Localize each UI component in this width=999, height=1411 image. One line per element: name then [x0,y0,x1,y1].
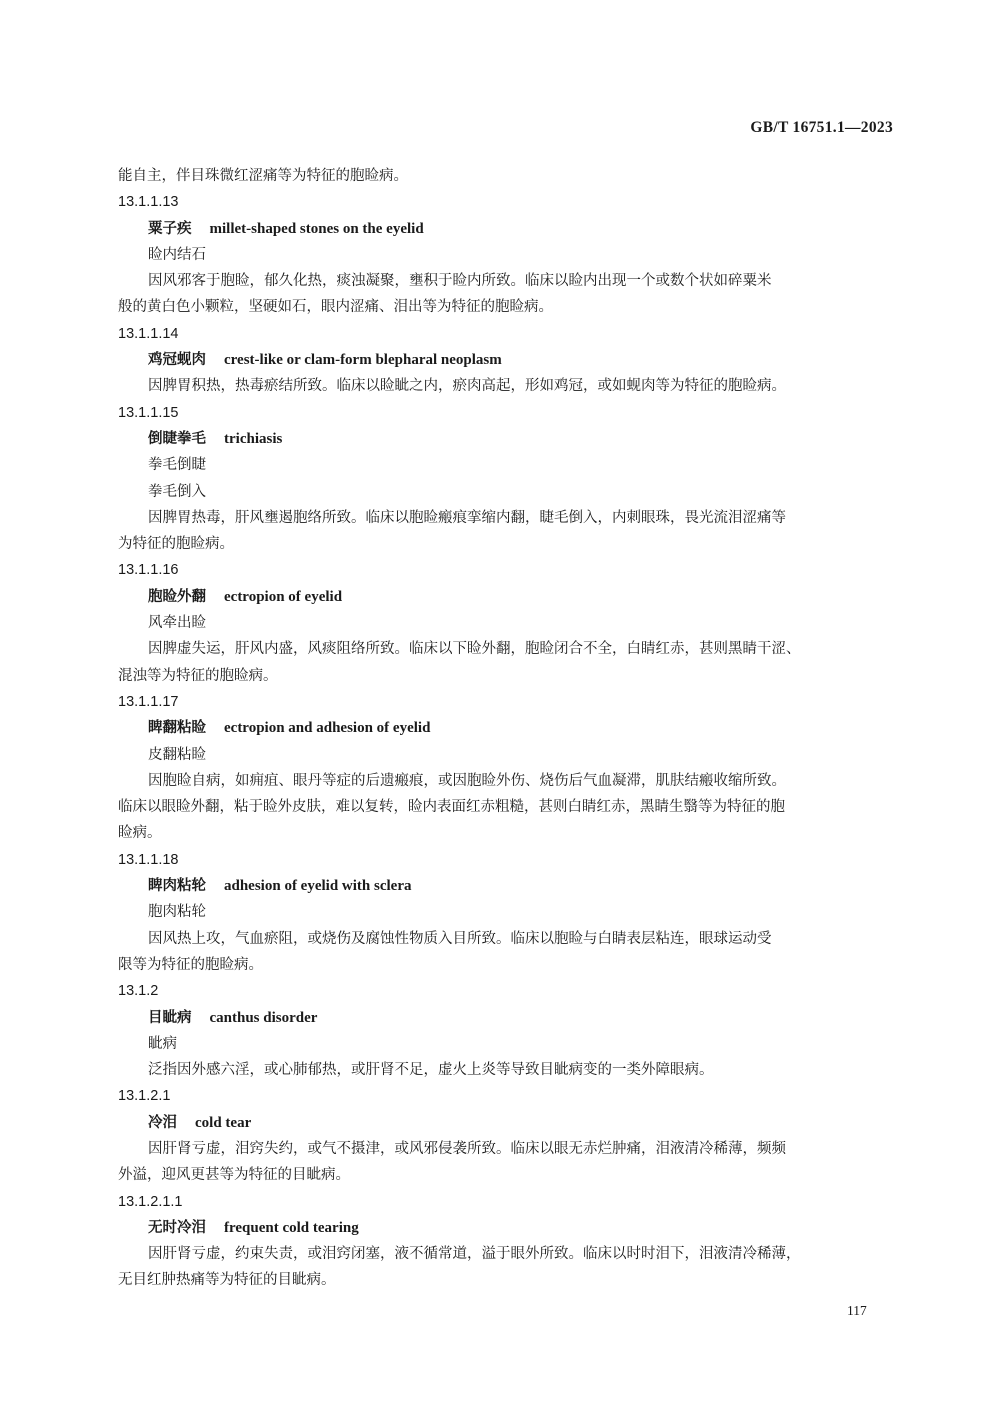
term-heading [118,426,890,452]
term-heading [118,216,890,242]
synonym: 胞肉粘轮 [148,904,206,921]
term-heading [118,1110,890,1136]
term-english: ectropion of eyelid [224,588,343,605]
term-heading [118,1215,890,1241]
definition-text: 因脾胃积热，热毒瘀结所致。临床以睑眦之内，瘀肉高起，形如鸡冠，或如蚬肉等为特征的胞睑病。 [148,378,786,395]
term-english: adhesion of eyelid with sclera [224,878,412,895]
term-english: frequent cold tearing [224,1219,359,1236]
definition-text: 临床以眼睑外翻，粘于睑外皮肤，难以复转，睑内表面红赤粗糙，甚则白睛红赤，黑睛生翳等为特征的胞 [118,799,785,816]
definition-text: 因脾虚失运，肝风内盛，风痰阻络所致。临床以下睑外翻，胞睑闭合不全，白睛红赤，甚则黑睛干涩、 [148,641,801,658]
definition-text: 因风邪客于胞睑，郁久化热，痰浊凝聚，壅积于睑内所致。临床以睑内出现一个或数个状如碎粟米 [148,273,772,290]
definition-text: 因风热上攻，气血瘀阻，或烧伤及腐蚀性物质入目所致。临床以胞睑与白睛表层粘连，眼球运动受 [148,930,772,947]
section-number: 13.1.1.18 [118,851,179,868]
definition-text: 泛指因外感六淫，或心肺郁热，或肝肾不足，虚火上炎等导致目眦病变的一类外障眼病。 [148,1062,714,1079]
term-chinese: 胞睑外翻 [148,588,206,605]
term-heading [118,584,890,610]
definition-text: 为特征的胞睑病。 [118,536,234,553]
term-heading [118,1005,890,1031]
term-chinese: 冷泪 [148,1114,177,1131]
term-chinese: 倒睫拳毛 [148,430,206,447]
term-english: cold tear [195,1114,252,1131]
term-english: ectropion and adhesion of eyelid [224,720,431,737]
definition-text: 无目红肿热痛等为特征的目眦病。 [118,1272,336,1289]
synonym: 眦病 [148,1035,177,1052]
definition-text: 因肝肾亏虚，泪窍失约，或气不摄津，或风邪侵袭所致。临床以眼无赤烂肿痛，泪液清冷稀薄，频频 [148,1140,786,1157]
definition-text: 般的黄白色小颗粒，坚硬如石，眼内涩痛、泪出等为特征的胞睑病。 [118,299,553,316]
term-english: canthus disorder [209,1009,318,1026]
term-chinese: 无时冷泪 [148,1219,206,1236]
term-heading [118,873,890,899]
term-english: trichiasis [224,430,283,447]
definition-text: 因脾胃热毒，肝风壅遏胞络所致。临床以胞睑瘢痕挛缩内翻，睫毛倒入，内刺眼珠，畏光流泪涩痛等 [148,509,786,526]
term-chinese: 睥肉粘轮 [148,878,206,895]
synonym: 拳毛倒睫 [148,457,206,474]
section-number: 13.1.1.14 [118,325,179,342]
definition-text: 外溢，迎风更甚等为特征的目眦病。 [118,1167,350,1184]
section-number: 13.1.2 [118,983,159,1000]
page-number: 117 [847,1303,867,1318]
section-number: 13.1.2.1 [118,1088,171,1105]
section-number: 13.1.1.15 [118,404,179,421]
term-chinese: 鸡冠蚬肉 [148,352,206,369]
definition-text: 能自主，伴目珠微红涩痛等为特征的胞睑病。 [118,168,408,184]
term-chinese: 目眦病 [148,1009,192,1026]
section-number: 13.1.1.13 [118,194,179,211]
synonym: 皮翻粘睑 [148,746,206,763]
document-body [118,163,890,1294]
term-heading [118,715,890,741]
section-number: 13.1.1.16 [118,562,179,579]
term-chinese: 睥翻粘睑 [148,720,206,737]
term-english: crest-like or clam-form blepharal neoplasm [224,352,502,369]
section-number: 13.1.2.1.1 [118,1193,183,1210]
section-number: 13.1.1.17 [118,693,179,710]
synonym: 拳毛倒入 [148,483,206,500]
term-heading [118,347,890,373]
synonym: 睑内结石 [148,246,206,263]
definition-text: 因胞睑自病，如痈疽、眼丹等症的后遗瘢痕，或因胞睑外伤、烧伤后气血凝滞，肌肤结瘢收缩所致。 [148,772,786,789]
definition-text: 因肝肾亏虚，约束失责，或泪窍闭塞，液不循常道，溢于眼外所致。临床以时时泪下，泪液清冷稀薄， [148,1246,801,1263]
definition-text: 睑病。 [118,825,162,842]
standard-code: GB/T 16751.1—2023 [750,119,893,136]
definition-text: 混浊等为特征的胞睑病。 [118,667,278,684]
synonym: 风牵出睑 [148,615,206,632]
term-chinese: 粟子疾 [148,220,192,237]
definition-text: 限等为特征的胞睑病。 [118,956,263,973]
term-english: millet-shaped stones on the eyelid [209,220,424,237]
